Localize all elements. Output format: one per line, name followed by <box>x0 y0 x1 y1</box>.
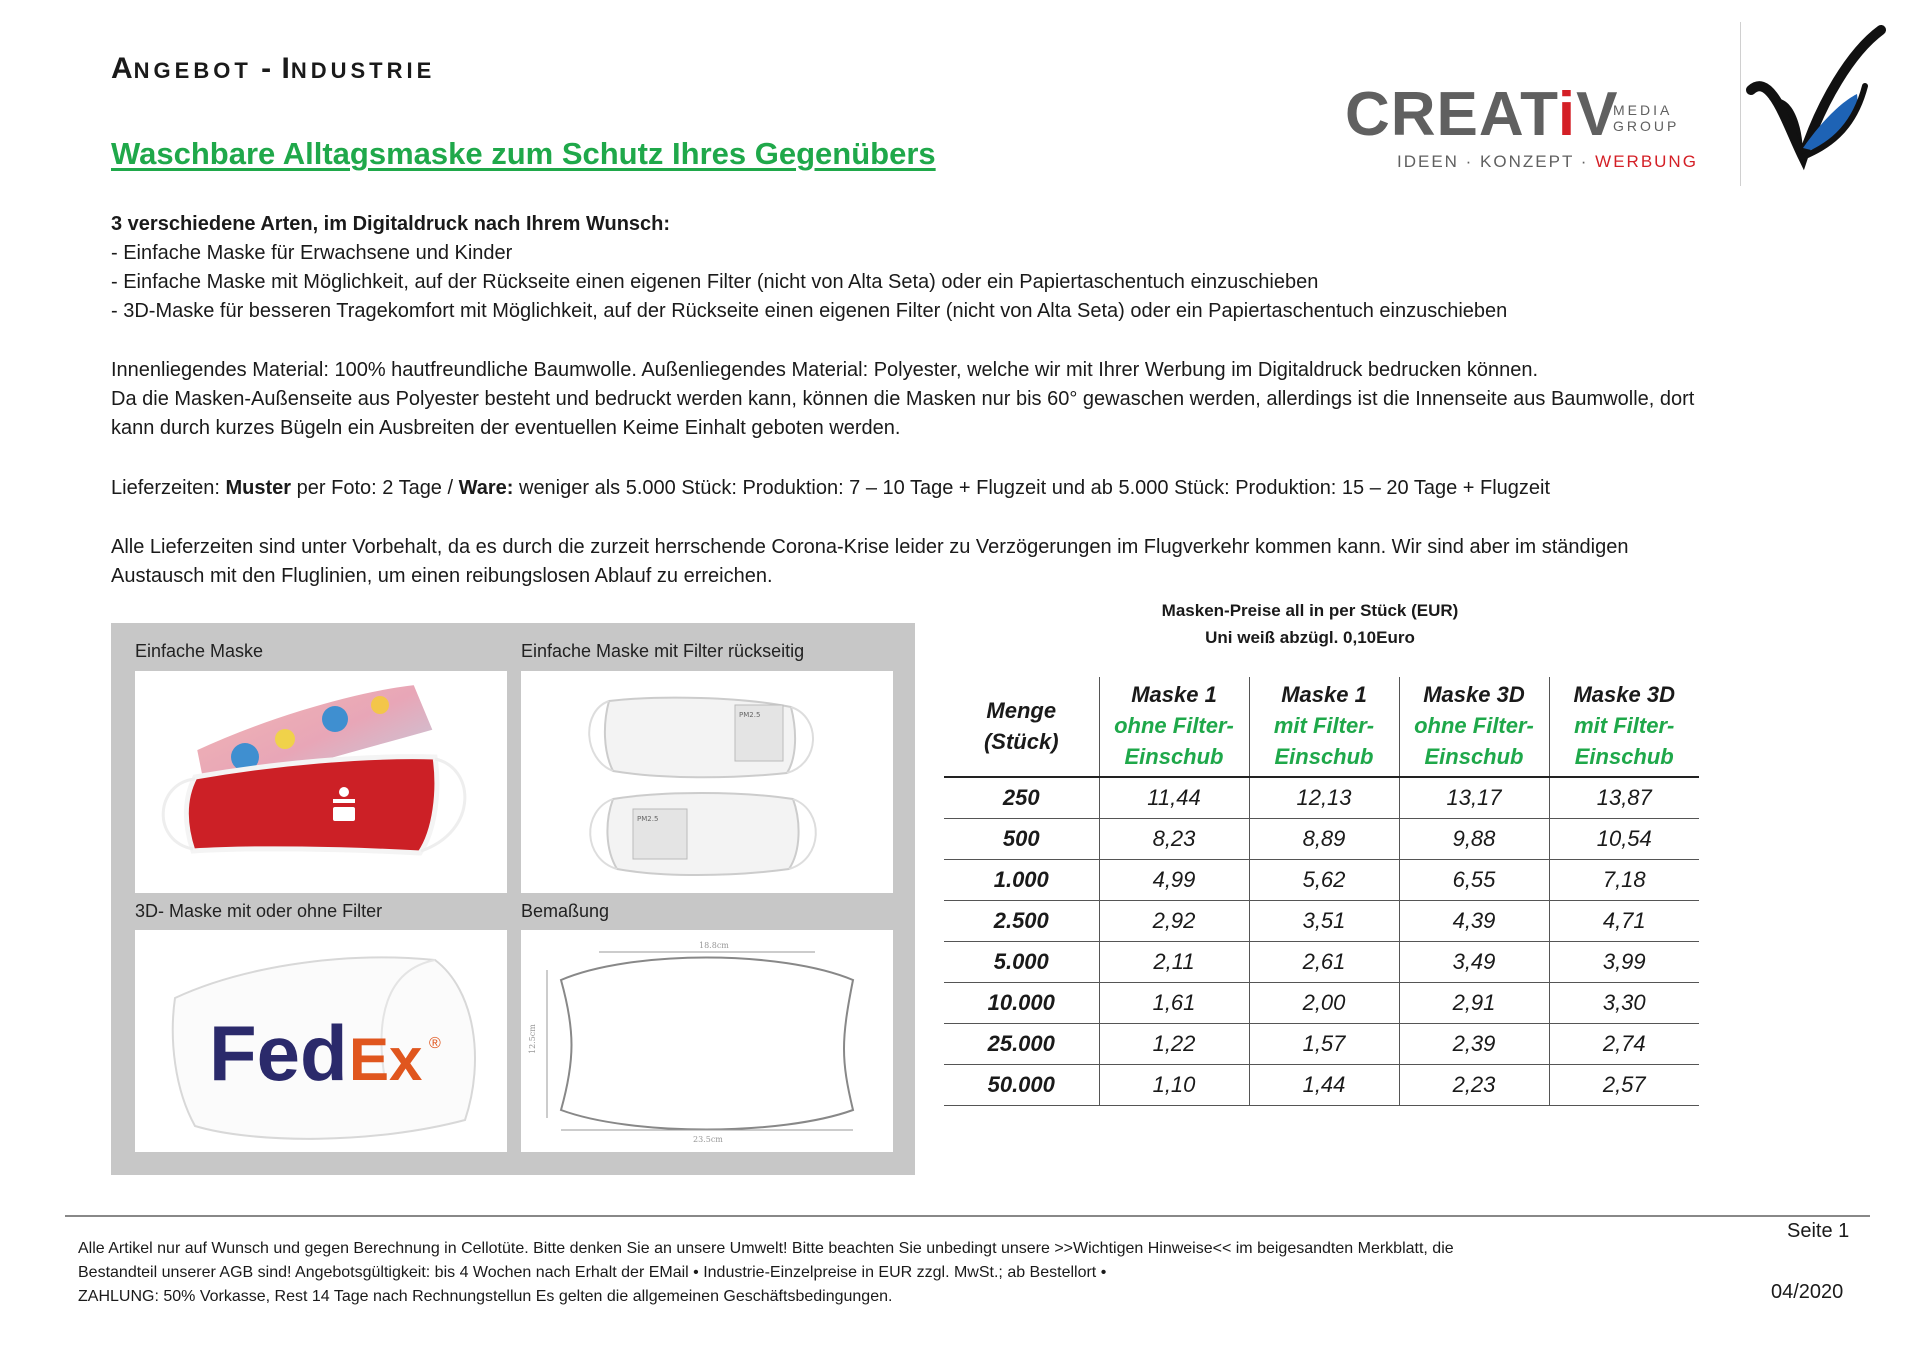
material-line-2: Da die Masken-Außenseite aus Polyester besteht und bedruckt werden kann, können die Masken nur bis 60° gewaschen werden, allerdings ist die Innenseite aus Baumwolle, dort <box>111 388 1695 410</box>
table-cell: 2,23 <box>1399 1065 1549 1106</box>
cell-quantity: 25.000 <box>944 1024 1099 1065</box>
fedex-ex: Ex <box>349 1026 423 1093</box>
panel-label-filter: Einfache Maske mit Filter rückseitig <box>521 641 805 661</box>
table-cell: 13,87 <box>1549 777 1699 819</box>
fedex-fed: Fed <box>209 1009 348 1097</box>
logo-tagline: IDEEN · KONZEPT · WERBUNG <box>1397 152 1698 171</box>
price-caption <box>1100 597 1520 651</box>
filter-tag-bottom: PM2.5 <box>637 815 659 823</box>
table-cell: 8,23 <box>1099 819 1249 860</box>
footer-line-1: Alle Artikel nur auf Wunsch und gegen Berechnung in Cellotüte. Bitte denken Sie an unsere Umwelt! Bitte beachten Sie unbedingt unsere >>Wichtigen Hinweise<< im beigesandten Merkblatt, die <box>78 1240 1454 1257</box>
table-row <box>944 942 1699 983</box>
product-image-panel <box>111 623 915 1175</box>
table-row <box>944 1024 1699 1065</box>
table-row <box>944 819 1699 860</box>
footer-line-3: ZAHLUNG: 50% Vorkasse, Rest 14 Tage nach Rechnungstellun Es gelten die allgemeinen Geschäftsbedingungen. <box>78 1288 893 1305</box>
footer-line-2: Bestandteil unserer AGB sind! Angebotsgültigkeit: bis 4 Wochen nach Erhalt der EMail • Industrie-Einzelpreise in EUR zzgl. MwSt.; ab Bestellort • <box>78 1264 1107 1281</box>
intro-item-2: - Einfache Maske mit Möglichkeit, auf der Rückseite einen eigenen Filter (nicht von Alta Seta) oder ein Papiertaschentuch einzuschieben <box>111 271 1319 293</box>
filter-mask-image <box>521 671 893 893</box>
dimension-drawing <box>521 930 893 1152</box>
table-cell: 4,99 <box>1099 860 1249 901</box>
checkmark-icon <box>1741 22 1891 186</box>
table-cell: 13,17 <box>1399 777 1549 819</box>
table-row <box>944 983 1699 1024</box>
intro-heading: 3 verschiedene Arten, im Digitaldruck nach Ihrem Wunsch: <box>111 213 671 235</box>
table-cell: 2,11 <box>1099 942 1249 983</box>
price-table-header <box>944 677 1699 777</box>
table-cell: 1,22 <box>1099 1024 1249 1065</box>
material-line-1: Innenliegendes Material: 100% hautfreundliche Baumwolle. Außenliegendes Material: Polyester, welche wir mit Ihrer Werbung im Digitaldruck bedrucken können. <box>111 359 1539 381</box>
header-mask3d-without-filter: Maske 3D ohne Filter- Einschub <box>1399 677 1549 777</box>
footer-terms <box>78 1237 1638 1309</box>
table-cell: 2,00 <box>1249 983 1399 1024</box>
checkmark-logo <box>1740 22 1891 186</box>
title-part-1: NGEBOT <box>133 58 252 83</box>
table-cell: 2,74 <box>1549 1024 1699 1065</box>
table-row <box>944 777 1699 819</box>
cell-quantity: 2.500 <box>944 901 1099 942</box>
company-logo <box>1345 80 1698 180</box>
filter-tag-top: PM2.5 <box>739 711 761 719</box>
cell-quantity: 10.000 <box>944 983 1099 1024</box>
title-initial-2: I <box>281 52 291 85</box>
table-cell: 4,71 <box>1549 901 1699 942</box>
cell-quantity: 500 <box>944 819 1099 860</box>
table-cell: 4,39 <box>1399 901 1549 942</box>
cell-quantity: 50.000 <box>944 1065 1099 1106</box>
date-stamp: 04/2020 <box>1771 1281 1844 1303</box>
cell-quantity: 5.000 <box>944 942 1099 983</box>
title-part-2: NDUSTRIE <box>290 58 436 83</box>
table-row <box>944 901 1699 942</box>
table-row <box>944 860 1699 901</box>
cell-quantity: 250 <box>944 777 1099 819</box>
footer-divider <box>65 1215 1870 1217</box>
table-cell: 11,44 <box>1099 777 1249 819</box>
table-cell: 9,88 <box>1399 819 1549 860</box>
dim-width-top: 18.8cm <box>699 941 729 950</box>
table-cell: 3,49 <box>1399 942 1549 983</box>
table-row <box>944 1065 1699 1106</box>
header-mask1-with-filter: Maske 1 mit Filter- Einschub <box>1249 677 1399 777</box>
3d-mask-image <box>135 930 507 1152</box>
table-cell: 12,13 <box>1249 777 1399 819</box>
table-cell: 2,92 <box>1099 901 1249 942</box>
header-mask3d-with-filter: Maske 3D mit Filter- Einschub <box>1549 677 1699 777</box>
table-cell: 6,55 <box>1399 860 1549 901</box>
table-cell: 3,30 <box>1549 983 1699 1024</box>
intro-item-1: - Einfache Maske für Erwachsene und Kinder <box>111 242 513 264</box>
headline: Waschbare Alltagsmaske zum Schutz Ihres Gegenübers <box>111 136 936 171</box>
intro-item-3: - 3D-Maske für besseren Tragekomfort mit Möglichkeit, auf der Rückseite einen eigenen Filter (nicht von Alta Seta) oder ein Papiertaschentuch einzuschieben <box>111 300 1508 322</box>
logo-wordmark: CREATiV <box>1345 80 1619 149</box>
panel-label-dimensions: Bemaßung <box>521 901 610 921</box>
table-cell: 2,39 <box>1399 1024 1549 1065</box>
table-cell: 8,89 <box>1249 819 1399 860</box>
panel-label-simple: Einfache Maske <box>135 641 264 661</box>
price-caption-line-1: Masken-Preise all in per Stück (EUR) <box>1161 601 1459 620</box>
table-cell: 1,44 <box>1249 1065 1399 1106</box>
table-cell: 1,57 <box>1249 1024 1399 1065</box>
delivery-times: Lieferzeiten: Muster per Foto: 2 Tage / Ware: weniger als 5.000 Stück: Produktion: 7 – 10 Tage + Flugzeit und ab 5.000 Stück: Produktion: 15 – 20 Tage + Flugzeit <box>111 477 1551 499</box>
table-cell: 3,99 <box>1549 942 1699 983</box>
simple-mask-image <box>135 671 507 893</box>
table-cell: 2,57 <box>1549 1065 1699 1106</box>
table-cell: 2,91 <box>1399 983 1549 1024</box>
dim-width-bottom: 23.5cm <box>693 1135 723 1144</box>
table-cell: 1,61 <box>1099 983 1249 1024</box>
notice-line-1: Alle Lieferzeiten sind unter Vorbehalt, da es durch die zurzeit herrschende Corona-Krise leider zu Verzögerungen im Flugverkehr kommen kann. Wir sind aber im ständigen <box>111 536 1629 558</box>
table-cell: 2,61 <box>1249 942 1399 983</box>
logo-media-group: MEDIA GROUP <box>1613 102 1680 134</box>
table-cell: 5,62 <box>1249 860 1399 901</box>
header-quantity: Menge (Stück) <box>944 677 1099 777</box>
title-initial: A <box>111 52 134 85</box>
fedex-registered: ® <box>429 1035 441 1052</box>
title-separator: - <box>251 52 282 85</box>
price-table <box>944 677 1699 1106</box>
header-mask1-without-filter: Maske 1 ohne Filter- Einschub <box>1099 677 1249 777</box>
document-title <box>111 52 435 86</box>
price-caption-line-2: Uni weiß abzügl. 0,10Euro <box>1205 628 1415 647</box>
table-cell: 1,10 <box>1099 1065 1249 1106</box>
table-cell: 10,54 <box>1549 819 1699 860</box>
table-cell: 3,51 <box>1249 901 1399 942</box>
dim-height: 12.5cm <box>528 1024 537 1054</box>
cell-quantity: 1.000 <box>944 860 1099 901</box>
notice-line-2: Austausch mit den Fluglinien, um einen reibungslosen Ablauf zu erreichen. <box>111 565 773 587</box>
material-line-3: kann durch kurzes Bügeln ein Ausbreiten der eventuellen Keime Einhalt geboten werden. <box>111 417 901 439</box>
page-number: Seite 1 <box>1787 1220 1850 1242</box>
panel-label-3d: 3D- Maske mit oder ohne Filter <box>135 901 383 921</box>
table-cell: 7,18 <box>1549 860 1699 901</box>
